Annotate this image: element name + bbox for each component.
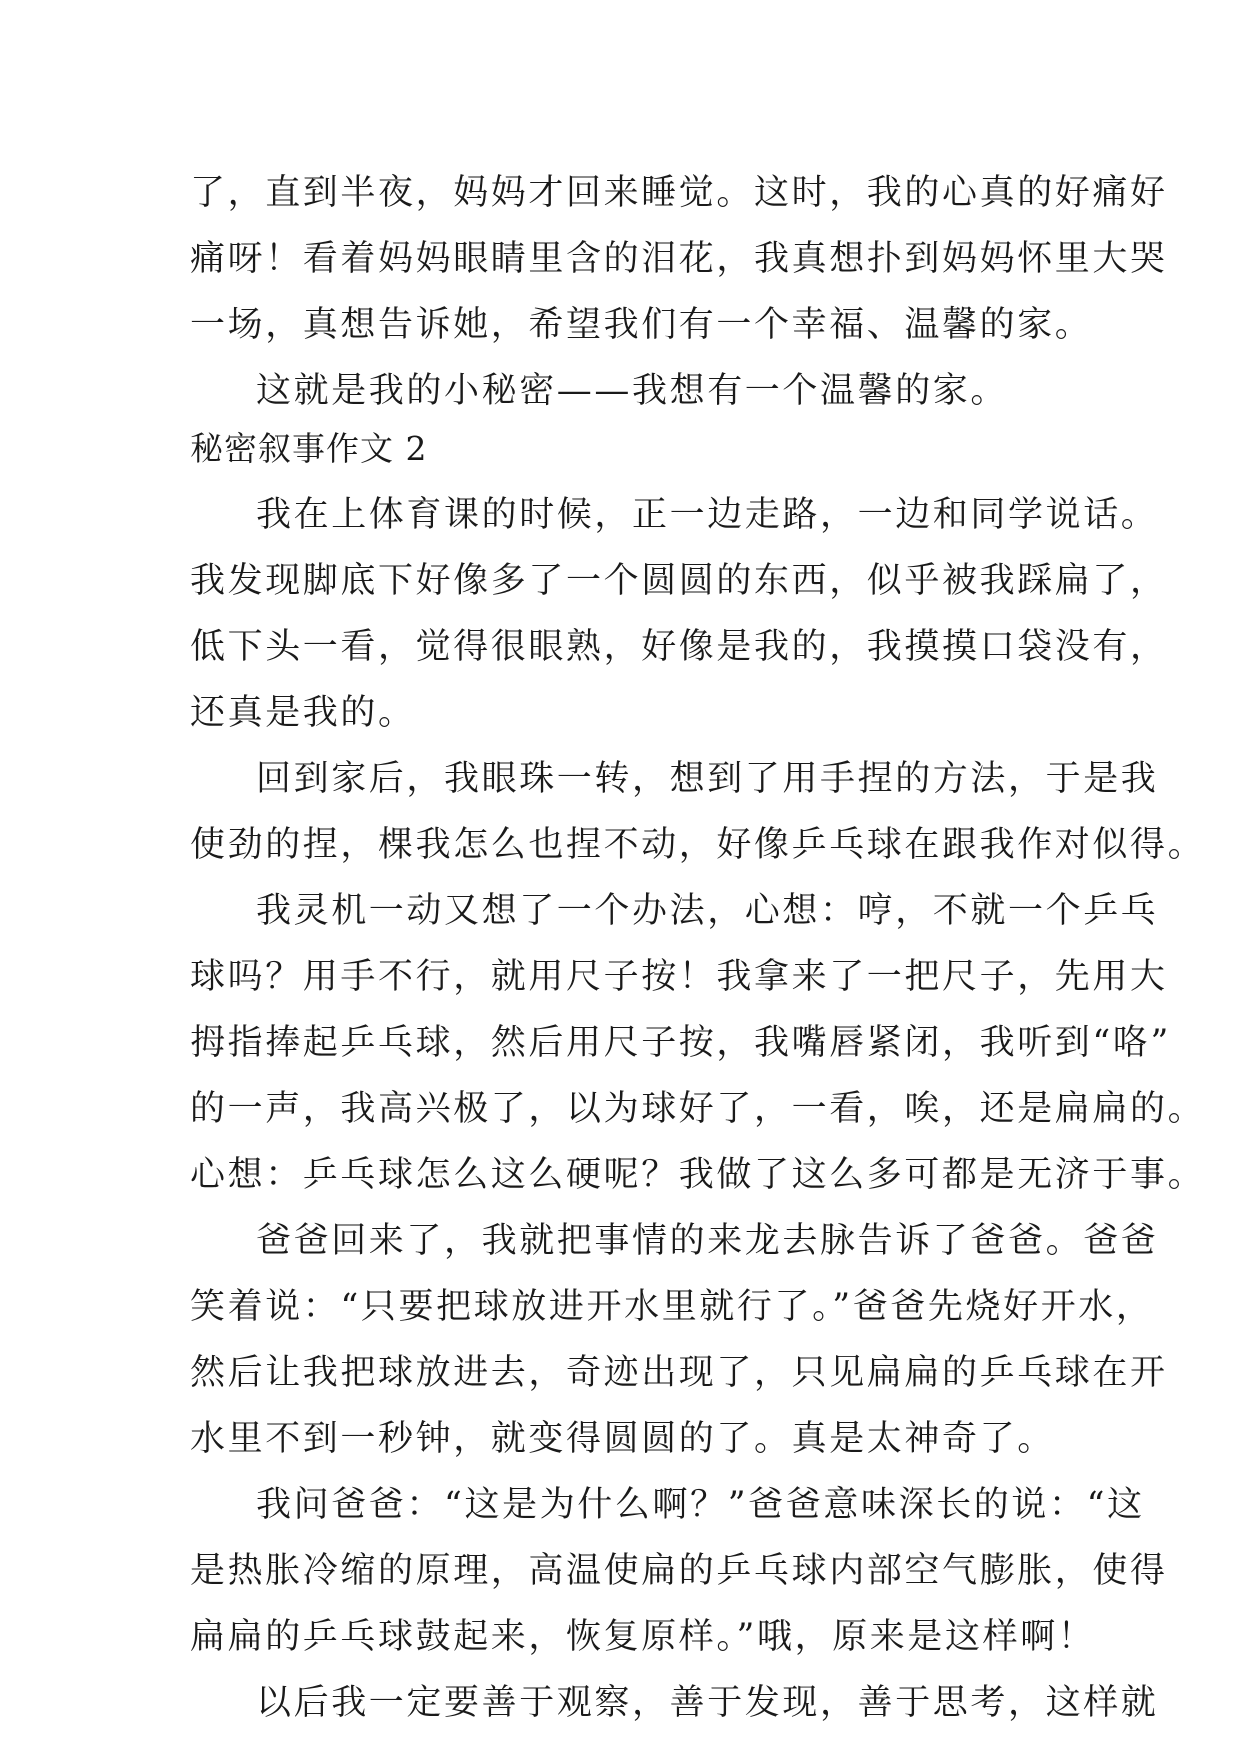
text-line: 然后让我把球放进去，奇迹出现了，只见扁扁的乒乓球在开 [190, 1353, 1168, 1393]
paragraph-first-line: 以后我一定要善于观察，善于发现，善于思考，这样就 [256, 1683, 1159, 1723]
text-line: 是热胀冷缩的原理，高温使扁的乒乓球内部空气膨胀，使得 [190, 1551, 1168, 1591]
text-line: 我发现脚底下好像多了一个圆圆的东西，似乎被我踩扁了， [190, 561, 1168, 601]
paragraph-first-line: 回到家后，我眼珠一转，想到了用手捏的方法，于是我 [256, 759, 1159, 799]
paragraph-first-line: 爸爸回来了，我就把事情的来龙去脉告诉了爸爸。爸爸 [256, 1221, 1159, 1261]
paragraph-first-line: 我灵机一动又想了一个办法，心想：哼，不就一个乒乓 [256, 891, 1159, 931]
text-line: 扁扁的乒乓球鼓起来，恢复原样。”哦，原来是这样啊！ [190, 1617, 1096, 1657]
text-line: 心想：乒乓球怎么这么硬呢？我做了这么多可都是无济于事。 [190, 1155, 1206, 1195]
section-heading: 秘密叙事作文 2 [190, 429, 428, 468]
text-line: 使劲的捏，棵我怎么也捏不动，好像乒乓球在跟我作对似得。 [190, 825, 1206, 865]
text-line: 笑着说：“只要把球放进开水里就行了。”爸爸先烧好开水， [190, 1287, 1154, 1327]
text-line: 痛呀！看着妈妈眼睛里含的泪花，我真想扑到妈妈怀里大哭 [190, 239, 1168, 279]
text-line: 低下头一看，觉得很眼熟，好像是我的，我摸摸口袋没有， [190, 627, 1168, 667]
text-line: 拇指捧起乒乓球，然后用尺子按，我嘴唇紧闭，我听到“咯” [190, 1023, 1171, 1063]
text-line: 一场，真想告诉她，希望我们有一个幸福、温馨的家。 [190, 305, 1093, 345]
text-line: 的一声，我高兴极了，以为球好了，一看，唉，还是扁扁的。 [190, 1089, 1206, 1129]
text-line: 球吗？用手不行，就用尺子按！我拿来了一把尺子，先用大 [190, 957, 1168, 997]
paragraph-first-line: 我在上体育课的时候，正一边走路，一边和同学说话。 [256, 495, 1159, 535]
paragraph-first-line: 我问爸爸：“这是为什么啊？”爸爸意味深长的说：“这 [256, 1485, 1145, 1525]
text-line: 还真是我的。 [190, 693, 416, 733]
text-line: 水里不到一秒钟，就变得圆圆的了。真是太神奇了。 [190, 1419, 1055, 1459]
text-line: 了，直到半夜，妈妈才回来睡觉。这时，我的心真的好痛好 [190, 173, 1168, 213]
paragraph-first-line: 这就是我的小秘密——我想有一个温馨的家。 [256, 371, 1009, 411]
